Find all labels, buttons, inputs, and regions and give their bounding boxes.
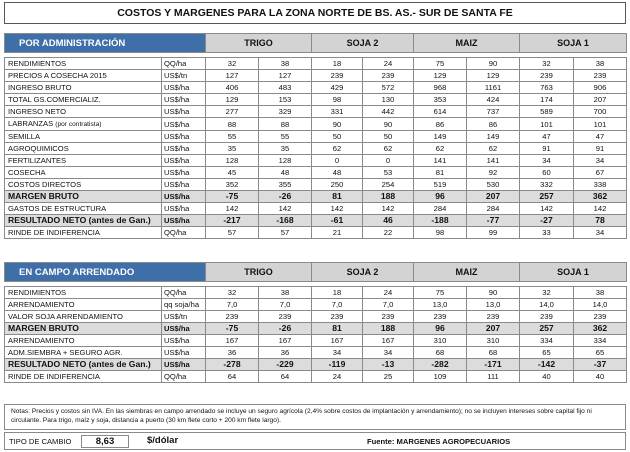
value-cell: 14,0 bbox=[574, 299, 627, 311]
value-cell: 239 bbox=[312, 311, 363, 323]
row-label bbox=[5, 179, 162, 191]
row-label-text: RINDE DE INDIFERENCIA bbox=[8, 228, 100, 237]
table-row bbox=[5, 155, 627, 167]
value-cell: 257 bbox=[520, 323, 574, 335]
value-cell: 65 bbox=[574, 347, 627, 359]
row-unit: US$/ha bbox=[162, 203, 206, 215]
row-label-text: RESULTADO NETO (antes de Gan.) bbox=[8, 359, 151, 369]
row-label bbox=[5, 131, 162, 143]
row-unit: US$/ha bbox=[162, 94, 206, 106]
row-label-text: INGRESO NETO bbox=[8, 107, 67, 116]
value-cell: 239 bbox=[259, 311, 312, 323]
value-cell: 127 bbox=[259, 70, 312, 82]
value-cell: 24 bbox=[312, 371, 363, 383]
value-cell: 57 bbox=[259, 227, 312, 239]
row-unit: US$/tn bbox=[162, 311, 206, 323]
row-unit: US$/ha bbox=[162, 118, 206, 131]
value-cell: 737 bbox=[467, 106, 520, 118]
value-cell: -27 bbox=[520, 215, 574, 227]
value-cell: 96 bbox=[414, 191, 467, 203]
table-row bbox=[5, 227, 627, 239]
value-cell: 36 bbox=[259, 347, 312, 359]
value-cell: 98 bbox=[414, 227, 467, 239]
value-cell: -61 bbox=[312, 215, 363, 227]
value-cell: 239 bbox=[363, 311, 414, 323]
row-label bbox=[5, 70, 162, 82]
value-cell: 38 bbox=[574, 58, 627, 70]
value-cell: 188 bbox=[363, 191, 414, 203]
value-cell: 906 bbox=[574, 82, 627, 94]
value-cell: 519 bbox=[414, 179, 467, 191]
value-cell: 284 bbox=[414, 203, 467, 215]
section-title: EN CAMPO ARRENDADO bbox=[5, 263, 206, 282]
value-cell: 32 bbox=[520, 58, 574, 70]
table-row bbox=[5, 179, 627, 191]
exchange-rate-value: 8,63 bbox=[81, 435, 129, 448]
row-unit: US$/ha bbox=[162, 359, 206, 371]
value-cell: 207 bbox=[467, 323, 520, 335]
value-cell: 141 bbox=[414, 155, 467, 167]
row-unit: US$/ha bbox=[162, 167, 206, 179]
row-label-text: RENDIMIENTOS bbox=[8, 59, 67, 68]
row-unit: QQ/ha bbox=[162, 371, 206, 383]
value-cell: 7,0 bbox=[206, 299, 259, 311]
row-label-text: MARGEN BRUTO bbox=[8, 191, 79, 201]
value-cell: 239 bbox=[312, 70, 363, 82]
row-unit: US$/ha bbox=[162, 179, 206, 191]
value-cell: 24 bbox=[363, 58, 414, 70]
value-cell: 353 bbox=[414, 94, 467, 106]
value-cell: 129 bbox=[414, 70, 467, 82]
value-cell: -13 bbox=[363, 359, 414, 371]
value-cell: 47 bbox=[574, 131, 627, 143]
value-cell: 1161 bbox=[467, 82, 520, 94]
value-cell: 78 bbox=[574, 215, 627, 227]
value-cell: 239 bbox=[206, 311, 259, 323]
value-cell: 53 bbox=[363, 167, 414, 179]
crop-header: SOJA 1 bbox=[520, 34, 627, 53]
value-cell: 40 bbox=[520, 371, 574, 383]
row-label bbox=[5, 287, 162, 299]
value-cell: 142 bbox=[206, 203, 259, 215]
value-cell: -229 bbox=[259, 359, 312, 371]
value-cell: 88 bbox=[259, 118, 312, 131]
value-cell: 332 bbox=[520, 179, 574, 191]
row-unit: QQ/ha bbox=[162, 287, 206, 299]
value-cell: -77 bbox=[467, 215, 520, 227]
table-row bbox=[5, 215, 627, 227]
table-row bbox=[5, 299, 627, 311]
value-cell: 142 bbox=[574, 203, 627, 215]
value-cell: 90 bbox=[467, 58, 520, 70]
value-cell: 239 bbox=[363, 70, 414, 82]
value-cell: 334 bbox=[574, 335, 627, 347]
table-por-administracion bbox=[4, 33, 627, 239]
table-row bbox=[5, 58, 627, 70]
value-cell: 250 bbox=[312, 179, 363, 191]
value-cell: 86 bbox=[467, 118, 520, 131]
row-unit: US$/ha bbox=[162, 347, 206, 359]
value-cell: 142 bbox=[520, 203, 574, 215]
value-cell: 277 bbox=[206, 106, 259, 118]
value-cell: 763 bbox=[520, 82, 574, 94]
value-cell: 90 bbox=[363, 118, 414, 131]
value-cell: -171 bbox=[467, 359, 520, 371]
value-cell: 38 bbox=[259, 287, 312, 299]
value-cell: 483 bbox=[259, 82, 312, 94]
row-label-text: GASTOS DE ESTRUCTURA bbox=[8, 204, 107, 213]
value-cell: 406 bbox=[206, 82, 259, 94]
table-row bbox=[5, 323, 627, 335]
value-cell: 48 bbox=[259, 167, 312, 179]
value-cell: 153 bbox=[259, 94, 312, 106]
row-label-note: (por contratista) bbox=[55, 121, 102, 128]
table-row bbox=[5, 70, 627, 82]
row-label-text: INGRESO BRUTO bbox=[8, 83, 72, 92]
table-row bbox=[5, 118, 627, 131]
value-cell: 127 bbox=[206, 70, 259, 82]
value-cell: 239 bbox=[520, 311, 574, 323]
value-cell: 34 bbox=[574, 227, 627, 239]
section-header-row bbox=[5, 34, 627, 53]
row-label bbox=[5, 106, 162, 118]
value-cell: 128 bbox=[206, 155, 259, 167]
value-cell: 62 bbox=[414, 143, 467, 155]
value-cell: 334 bbox=[520, 335, 574, 347]
row-label bbox=[5, 347, 162, 359]
value-cell: 18 bbox=[312, 58, 363, 70]
value-cell: 614 bbox=[414, 106, 467, 118]
row-label bbox=[5, 215, 162, 227]
value-cell: 32 bbox=[206, 287, 259, 299]
page-title: COSTOS Y MARGENES PARA LA ZONA NORTE DE BS. AS.- SUR DE SANTA FE bbox=[4, 2, 626, 24]
footer bbox=[4, 432, 626, 450]
value-cell: 7,0 bbox=[259, 299, 312, 311]
exchange-rate-label: TIPO DE CAMBIO bbox=[9, 437, 72, 446]
value-cell: 65 bbox=[520, 347, 574, 359]
table-row bbox=[5, 371, 627, 383]
value-cell: 81 bbox=[414, 167, 467, 179]
value-cell: 88 bbox=[206, 118, 259, 131]
value-cell: 7,0 bbox=[312, 299, 363, 311]
row-unit: US$/ha bbox=[162, 143, 206, 155]
table-row bbox=[5, 203, 627, 215]
value-cell: 149 bbox=[414, 131, 467, 143]
row-label-text: LABRANZAS bbox=[8, 119, 54, 128]
value-cell: 429 bbox=[312, 82, 363, 94]
value-cell: 310 bbox=[414, 335, 467, 347]
value-cell: -75 bbox=[206, 191, 259, 203]
row-label bbox=[5, 191, 162, 203]
table-row bbox=[5, 191, 627, 203]
value-cell: 7,0 bbox=[363, 299, 414, 311]
value-cell: 284 bbox=[467, 203, 520, 215]
row-label bbox=[5, 167, 162, 179]
table-row bbox=[5, 167, 627, 179]
value-cell: 90 bbox=[467, 287, 520, 299]
value-cell: 32 bbox=[520, 287, 574, 299]
value-cell: 14,0 bbox=[520, 299, 574, 311]
row-unit: US$/ha bbox=[162, 155, 206, 167]
value-cell: 46 bbox=[363, 215, 414, 227]
row-unit: US$/ha bbox=[162, 191, 206, 203]
value-cell: 25 bbox=[363, 371, 414, 383]
value-cell: 62 bbox=[467, 143, 520, 155]
section-header-row bbox=[5, 263, 627, 282]
value-cell: 111 bbox=[467, 371, 520, 383]
row-unit: QQ/ha bbox=[162, 227, 206, 239]
row-label-text: FERTILIZANTES bbox=[8, 156, 67, 165]
value-cell: -142 bbox=[520, 359, 574, 371]
value-cell: 60 bbox=[520, 167, 574, 179]
section-title: POR ADMINISTRACIÓN bbox=[5, 34, 206, 53]
row-label-text: AGROQUIMICOS bbox=[8, 144, 69, 153]
value-cell: 239 bbox=[467, 311, 520, 323]
row-label bbox=[5, 118, 162, 131]
value-cell: -37 bbox=[574, 359, 627, 371]
row-label-text: VALOR SOJA ARRENDAMIENTO bbox=[8, 312, 123, 321]
value-cell: 130 bbox=[363, 94, 414, 106]
table-row bbox=[5, 131, 627, 143]
row-label-text: RINDE DE INDIFERENCIA bbox=[8, 372, 100, 381]
row-label-text: COSECHA bbox=[8, 168, 46, 177]
value-cell: 174 bbox=[520, 94, 574, 106]
crop-header: SOJA 2 bbox=[312, 34, 414, 53]
value-cell: 362 bbox=[574, 323, 627, 335]
value-cell: 968 bbox=[414, 82, 467, 94]
row-label bbox=[5, 82, 162, 94]
value-cell: 75 bbox=[414, 287, 467, 299]
crop-header: TRIGO bbox=[206, 263, 312, 282]
crop-header: TRIGO bbox=[206, 34, 312, 53]
value-cell: -168 bbox=[259, 215, 312, 227]
value-cell: 142 bbox=[312, 203, 363, 215]
row-label bbox=[5, 143, 162, 155]
value-cell: 142 bbox=[259, 203, 312, 215]
table-row bbox=[5, 335, 627, 347]
value-cell: 81 bbox=[312, 323, 363, 335]
row-label bbox=[5, 155, 162, 167]
value-cell: 91 bbox=[574, 143, 627, 155]
value-cell: 338 bbox=[574, 179, 627, 191]
table-row bbox=[5, 347, 627, 359]
value-cell: 129 bbox=[467, 70, 520, 82]
value-cell: 167 bbox=[259, 335, 312, 347]
row-label-text: SEMILLA bbox=[8, 132, 41, 141]
row-label-text: ARRENDAMIENTO bbox=[8, 336, 75, 345]
value-cell: 21 bbox=[312, 227, 363, 239]
value-cell: 257 bbox=[520, 191, 574, 203]
value-cell: 35 bbox=[259, 143, 312, 155]
value-cell: 34 bbox=[312, 347, 363, 359]
row-label-text: MARGEN BRUTO bbox=[8, 323, 79, 333]
row-label-text: TOTAL GS.COMERCIALIZ. bbox=[8, 95, 101, 104]
value-cell: 92 bbox=[467, 167, 520, 179]
value-cell: 62 bbox=[363, 143, 414, 155]
value-cell: 50 bbox=[312, 131, 363, 143]
value-cell: 55 bbox=[206, 131, 259, 143]
value-cell: 129 bbox=[206, 94, 259, 106]
value-cell: 530 bbox=[467, 179, 520, 191]
value-cell: 362 bbox=[574, 191, 627, 203]
value-cell: 700 bbox=[574, 106, 627, 118]
row-label bbox=[5, 227, 162, 239]
row-label bbox=[5, 203, 162, 215]
value-cell: 142 bbox=[363, 203, 414, 215]
value-cell: 207 bbox=[467, 191, 520, 203]
value-cell: 38 bbox=[259, 58, 312, 70]
row-label-text: RESULTADO NETO (antes de Gan.) bbox=[8, 215, 151, 225]
value-cell: -26 bbox=[259, 191, 312, 203]
value-cell: 109 bbox=[414, 371, 467, 383]
value-cell: 86 bbox=[414, 118, 467, 131]
value-cell: 96 bbox=[414, 323, 467, 335]
row-label bbox=[5, 94, 162, 106]
notes: Notas: Precios y costos sin IVA. En las siembras en campo arrendado se incluye un seguro agrícola (2,4% sobre costos de implantación y arrendamiento); no se incluyen intereses sobre capital fijo ni circulante. Para trigo, maíz y soja, distancia a puerto (30 km flete corto + 200 km flete largo). bbox=[4, 404, 626, 430]
row-unit: US$/ha bbox=[162, 106, 206, 118]
value-cell: -278 bbox=[206, 359, 259, 371]
value-cell: 34 bbox=[520, 155, 574, 167]
source-label: Fuente: MARGENES AGROPECUARIOS bbox=[367, 437, 511, 446]
table-row bbox=[5, 359, 627, 371]
value-cell: 24 bbox=[363, 287, 414, 299]
exchange-rate-unit: $/dólar bbox=[147, 435, 179, 446]
value-cell: 38 bbox=[574, 287, 627, 299]
row-label bbox=[5, 299, 162, 311]
row-label-text: RENDIMIENTOS bbox=[8, 288, 67, 297]
value-cell: 352 bbox=[206, 179, 259, 191]
crop-header: MAIZ bbox=[414, 34, 520, 53]
value-cell: 167 bbox=[312, 335, 363, 347]
row-label bbox=[5, 335, 162, 347]
value-cell: 239 bbox=[574, 70, 627, 82]
value-cell: 33 bbox=[520, 227, 574, 239]
value-cell: 254 bbox=[363, 179, 414, 191]
value-cell: 329 bbox=[259, 106, 312, 118]
row-label bbox=[5, 359, 162, 371]
value-cell: 48 bbox=[312, 167, 363, 179]
value-cell: 149 bbox=[467, 131, 520, 143]
row-label bbox=[5, 58, 162, 70]
value-cell: 62 bbox=[312, 143, 363, 155]
row-label-text: ARRENDAMIENTO bbox=[8, 300, 75, 309]
value-cell: 98 bbox=[312, 94, 363, 106]
table-row bbox=[5, 287, 627, 299]
row-label-text: COSTOS DIRECTOS bbox=[8, 180, 82, 189]
row-unit: US$/ha bbox=[162, 131, 206, 143]
row-label bbox=[5, 323, 162, 335]
value-cell: 442 bbox=[363, 106, 414, 118]
row-unit: QQ/ha bbox=[162, 58, 206, 70]
row-unit: US$/tn bbox=[162, 70, 206, 82]
table-campo-arrendado bbox=[4, 262, 627, 383]
value-cell: 239 bbox=[574, 311, 627, 323]
value-cell: -75 bbox=[206, 323, 259, 335]
value-cell: 91 bbox=[520, 143, 574, 155]
row-label bbox=[5, 311, 162, 323]
value-cell: 40 bbox=[574, 371, 627, 383]
value-cell: 32 bbox=[206, 58, 259, 70]
crop-header: MAIZ bbox=[414, 263, 520, 282]
value-cell: 81 bbox=[312, 191, 363, 203]
value-cell: 45 bbox=[206, 167, 259, 179]
row-unit: qq soja/ha bbox=[162, 299, 206, 311]
value-cell: 64 bbox=[259, 371, 312, 383]
row-unit: US$/ha bbox=[162, 323, 206, 335]
value-cell: -282 bbox=[414, 359, 467, 371]
table-row bbox=[5, 82, 627, 94]
table-row bbox=[5, 94, 627, 106]
value-cell: 239 bbox=[414, 311, 467, 323]
value-cell: -188 bbox=[414, 215, 467, 227]
value-cell: 68 bbox=[467, 347, 520, 359]
value-cell: 18 bbox=[312, 287, 363, 299]
value-cell: 0 bbox=[363, 155, 414, 167]
value-cell: 90 bbox=[312, 118, 363, 131]
value-cell: 99 bbox=[467, 227, 520, 239]
value-cell: 101 bbox=[574, 118, 627, 131]
value-cell: 55 bbox=[259, 131, 312, 143]
value-cell: 34 bbox=[574, 155, 627, 167]
row-label-text: PRECIOS A COSECHA 2015 bbox=[8, 71, 107, 80]
value-cell: 35 bbox=[206, 143, 259, 155]
value-cell: 572 bbox=[363, 82, 414, 94]
value-cell: 424 bbox=[467, 94, 520, 106]
value-cell: -26 bbox=[259, 323, 312, 335]
row-label-text: ADM.SIEMBRA + SEGURO AGR. bbox=[8, 348, 123, 357]
crop-header: SOJA 2 bbox=[312, 263, 414, 282]
value-cell: 13,0 bbox=[467, 299, 520, 311]
value-cell: 355 bbox=[259, 179, 312, 191]
value-cell: 310 bbox=[467, 335, 520, 347]
value-cell: -119 bbox=[312, 359, 363, 371]
value-cell: 0 bbox=[312, 155, 363, 167]
value-cell: 167 bbox=[206, 335, 259, 347]
value-cell: 22 bbox=[363, 227, 414, 239]
table-row bbox=[5, 106, 627, 118]
value-cell: 188 bbox=[363, 323, 414, 335]
value-cell: 141 bbox=[467, 155, 520, 167]
value-cell: 331 bbox=[312, 106, 363, 118]
value-cell: 50 bbox=[363, 131, 414, 143]
value-cell: 34 bbox=[363, 347, 414, 359]
value-cell: 167 bbox=[363, 335, 414, 347]
value-cell: 67 bbox=[574, 167, 627, 179]
value-cell: 36 bbox=[206, 347, 259, 359]
table-row bbox=[5, 143, 627, 155]
row-unit: US$/ha bbox=[162, 215, 206, 227]
row-unit: US$/ha bbox=[162, 82, 206, 94]
row-label bbox=[5, 371, 162, 383]
value-cell: 68 bbox=[414, 347, 467, 359]
value-cell: 207 bbox=[574, 94, 627, 106]
crop-header: SOJA 1 bbox=[520, 263, 627, 282]
value-cell: 75 bbox=[414, 58, 467, 70]
table-row bbox=[5, 311, 627, 323]
value-cell: 64 bbox=[206, 371, 259, 383]
value-cell: 47 bbox=[520, 131, 574, 143]
row-unit: US$/ha bbox=[162, 335, 206, 347]
value-cell: 57 bbox=[206, 227, 259, 239]
value-cell: -217 bbox=[206, 215, 259, 227]
value-cell: 128 bbox=[259, 155, 312, 167]
value-cell: 13,0 bbox=[414, 299, 467, 311]
value-cell: 101 bbox=[520, 118, 574, 131]
value-cell: 589 bbox=[520, 106, 574, 118]
value-cell: 239 bbox=[520, 70, 574, 82]
